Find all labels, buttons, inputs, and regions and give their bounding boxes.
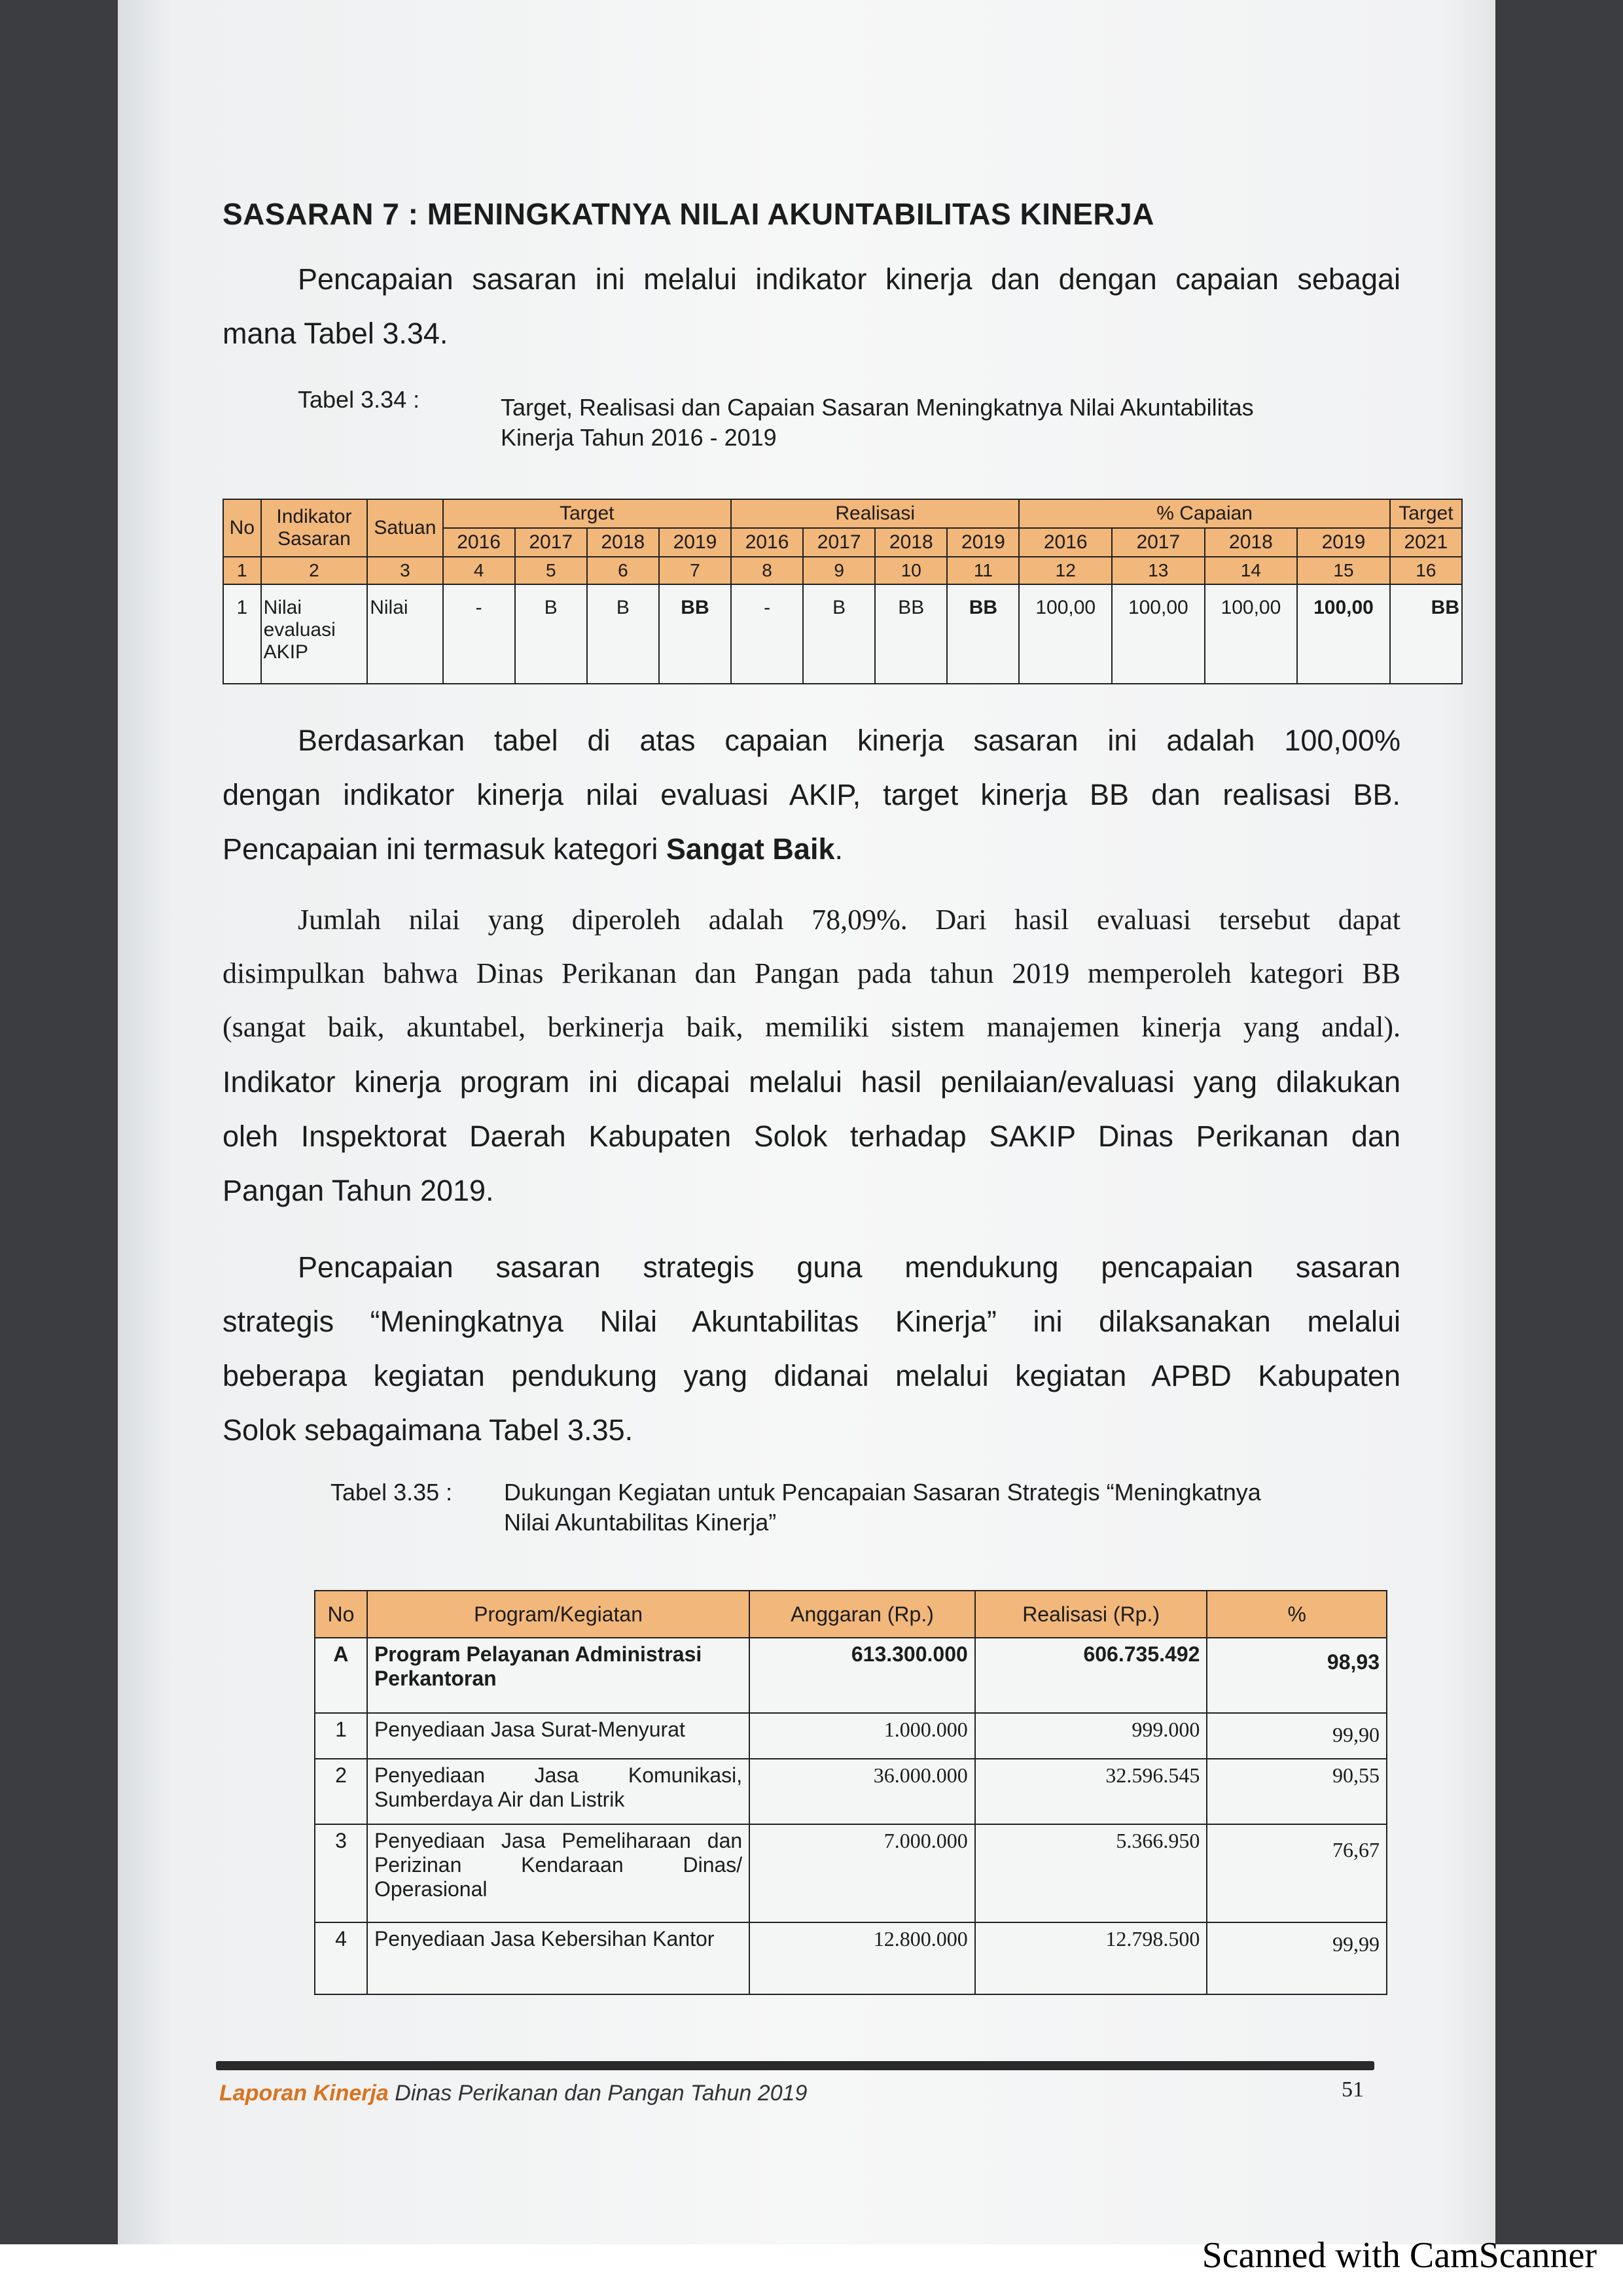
row-program: Penyediaan Jasa Pemeliharaan dan Perizinan Kendaraan Dinas/ Operasional: [367, 1824, 749, 1922]
table-334-caption-line-2: Kinerja Tahun 2016 - 2019: [501, 424, 777, 451]
paragraph-line: strategis “Meningkatnya Nilai Akuntabilitas Kinerja” ini dilaksanakan melalui: [223, 1305, 1400, 1338]
row-no: 4: [315, 1922, 367, 1994]
column-number: 1: [223, 557, 261, 584]
header-no: No: [223, 499, 261, 557]
intro-line-1: Pencapaian sasaran ini melalui indikator kinerja dan dengan capaian sebagai: [298, 262, 1400, 296]
header-realisasi: Realisasi (Rp.): [975, 1591, 1207, 1638]
row-no: 3: [315, 1824, 367, 1922]
year-cell: 2019: [947, 528, 1019, 557]
table-row: [315, 1759, 1387, 1824]
footer-rule: [216, 2061, 1374, 2070]
year-cell: 2018: [1205, 528, 1298, 557]
table-row: [315, 1922, 1387, 1994]
row-program: Penyediaan Jasa Komunikasi, Sumberdaya Air dan Listrik: [367, 1759, 749, 1824]
row-persen: 99,90: [1207, 1713, 1387, 1759]
column-number: 11: [947, 557, 1019, 584]
table-row: [315, 1824, 1387, 1922]
capaian-value: 100,00: [1112, 584, 1205, 684]
paragraph-line: [223, 822, 1400, 876]
row-persen: 98,93: [1207, 1638, 1387, 1713]
row-persen: 90,55: [1207, 1759, 1387, 1824]
row-satuan: Nilai: [367, 584, 442, 684]
paragraph-line: (sangat baik, akuntabel, berkinerja baik, memiliki sistem manajemen kinerja yang andal).: [223, 1011, 1400, 1043]
category-highlight: Sangat Baik: [666, 832, 835, 866]
footer-accent: Laporan Kinerja: [219, 2081, 389, 2106]
target-value: BB: [659, 584, 731, 684]
realisasi-value: -: [731, 584, 803, 684]
header-program: Program/Kegiatan: [367, 1591, 749, 1638]
row-realisasi: 606.735.492: [975, 1638, 1207, 1713]
year-cell: 2016: [731, 528, 803, 557]
header-capaian: % Capaian: [1019, 499, 1389, 528]
intro-line-2: mana Tabel 3.34.: [223, 317, 448, 350]
year-cell: 2016: [1019, 528, 1112, 557]
table-335: [314, 1590, 1387, 1995]
paragraph-capaian: [223, 713, 1400, 876]
paragraph-line: Berdasarkan tabel di atas capaian kinerja sasaran ini adalah 100,00%: [298, 724, 1400, 757]
row-program: Penyediaan Jasa Kebersihan Kantor: [367, 1922, 749, 1994]
year-cell: 2019: [659, 528, 731, 557]
row-anggaran: 12.800.000: [749, 1922, 975, 1994]
header-persen: %: [1207, 1591, 1387, 1638]
table-334-label: Tabel 3.34 :: [298, 386, 420, 413]
capaian-value: 100,00: [1205, 584, 1298, 684]
realisasi-value: BB: [947, 584, 1019, 684]
row-anggaran: 7.000.000: [749, 1824, 975, 1922]
paragraph-line: Solok sebagaimana Tabel 3.35.: [223, 1413, 633, 1447]
row-no: A: [315, 1638, 367, 1713]
capaian-value: 100,00: [1019, 584, 1112, 684]
header-satuan: Satuan: [367, 499, 442, 557]
year-cell: 2019: [1297, 528, 1390, 557]
table-row: [315, 1713, 1387, 1759]
paragraph-line: Jumlah nilai yang diperoleh adalah 78,09%. Dari hasil evaluasi tersebut dapat: [298, 904, 1400, 936]
header-realisasi: Realisasi: [731, 499, 1019, 528]
row-no: 1: [223, 584, 261, 684]
table-335-caption-line-2: Nilai Akuntabilitas Kinerja”: [504, 1509, 777, 1536]
column-number: 4: [443, 557, 515, 584]
footer-text: [219, 2081, 807, 2106]
column-number: 8: [731, 557, 803, 584]
paragraph-line: Pangan Tahun 2019.: [223, 1174, 494, 1207]
table-335-caption: [504, 1477, 1261, 1538]
paragraph-text: Pencapaian ini termasuk kategori: [223, 832, 666, 866]
year-cell: 2018: [587, 528, 659, 557]
row-no: 1: [315, 1713, 367, 1759]
table-334-caption-line-1: Target, Realisasi dan Capaian Sasaran Meningkatnya Nilai Akuntabilitas: [501, 394, 1254, 421]
table-row: [315, 1638, 1387, 1713]
footer-rest: Dinas Perikanan dan Pangan Tahun 2019: [388, 2081, 808, 2106]
paragraph-kegiatan: [223, 1240, 1400, 1457]
column-number: 10: [875, 557, 947, 584]
row-anggaran: 1.000.000: [749, 1713, 975, 1759]
header-indikator: Indikator Sasaran: [261, 499, 368, 557]
target-value: B: [587, 584, 659, 684]
row-program: Penyediaan Jasa Surat-Menyurat: [367, 1713, 749, 1759]
table-334-number-row: [223, 557, 1462, 584]
row-persen: 99,99: [1207, 1922, 1387, 1994]
row-realisasi: 5.366.950: [975, 1824, 1207, 1922]
column-number: 12: [1019, 557, 1112, 584]
column-number: 16: [1390, 557, 1462, 584]
header-anggaran: Anggaran (Rp.): [749, 1591, 975, 1638]
year-cell: 2017: [1112, 528, 1205, 557]
table-334: [223, 499, 1463, 684]
row-realisasi: 12.798.500: [975, 1922, 1207, 1994]
header-no: No: [315, 1591, 367, 1638]
realisasi-value: B: [803, 584, 875, 684]
column-number: 9: [803, 557, 875, 584]
column-number: 2: [261, 557, 368, 584]
table-335-label: Tabel 3.35 :: [330, 1479, 453, 1506]
row-program: Program Pelayanan Administrasi Perkantoran: [367, 1638, 749, 1713]
paragraph-line: Pencapaian sasaran strategis guna mendukung pencapaian sasaran: [298, 1250, 1400, 1284]
row-no: 2: [315, 1759, 367, 1824]
row-realisasi: 32.596.545: [975, 1759, 1207, 1824]
column-number: 13: [1112, 557, 1205, 584]
paragraph-line: oleh Inspektorat Daerah Kabupaten Solok terhadap SAKIP Dinas Perikanan dan: [223, 1120, 1400, 1153]
capaian-value: 100,00: [1297, 584, 1390, 684]
header-target: Target: [443, 499, 731, 528]
table-row: [223, 584, 1462, 684]
table-334-caption: [501, 393, 1254, 453]
intro-paragraph: [223, 252, 1400, 361]
target-2021-value: BB: [1390, 584, 1462, 684]
paragraph-evaluasi: [223, 893, 1400, 1054]
row-anggaran: 36.000.000: [749, 1759, 975, 1824]
table-335-caption-line-1: Dukungan Kegiatan untuk Pencapaian Sasaran Strategis “Meningkatnya: [504, 1479, 1261, 1506]
table-334-header-row-1: [223, 499, 1462, 528]
table-335-header-row: [315, 1591, 1387, 1638]
column-number: 3: [367, 557, 442, 584]
paragraph-inspektorat: [223, 1055, 1400, 1218]
row-persen: 76,67: [1207, 1824, 1387, 1922]
paragraph-period: .: [834, 832, 843, 866]
column-number: 5: [515, 557, 587, 584]
column-number: 14: [1205, 557, 1298, 584]
year-cell: 2021: [1390, 528, 1462, 557]
row-indikator: Nilai evaluasi AKIP: [261, 584, 368, 684]
row-realisasi: 999.000: [975, 1713, 1207, 1759]
header-target-2021: Target: [1390, 499, 1462, 528]
column-number: 15: [1297, 557, 1390, 584]
year-cell: 2017: [515, 528, 587, 557]
page-number: 51: [1342, 2077, 1364, 2102]
target-value: B: [515, 584, 587, 684]
year-cell: 2018: [875, 528, 947, 557]
paragraph-line: dengan indikator kinerja nilai evaluasi AKIP, target kinerja BB dan realisasi BB.: [223, 778, 1400, 811]
section-heading: SASARAN 7 : MENINGKATNYA NILAI AKUNTABILITAS KINERJA: [223, 197, 1154, 231]
year-cell: 2016: [443, 528, 515, 557]
paragraph-line: Indikator kinerja program ini dicapai melalui hasil penilaian/evaluasi yang dilakukan: [223, 1065, 1400, 1099]
realisasi-value: BB: [875, 584, 947, 684]
target-value: -: [443, 584, 515, 684]
paragraph-line: disimpulkan bahwa Dinas Perikanan dan Pangan pada tahun 2019 memperoleh kategori BB: [223, 957, 1400, 989]
row-anggaran: 613.300.000: [749, 1638, 975, 1713]
paragraph-line: beberapa kegiatan pendukung yang didanai melalui kegiatan APBD Kabupaten: [223, 1359, 1400, 1392]
camscanner-watermark: Scanned with CamScanner: [1202, 2235, 1597, 2276]
year-cell: 2017: [803, 528, 875, 557]
column-number: 7: [659, 557, 731, 584]
column-number: 6: [587, 557, 659, 584]
